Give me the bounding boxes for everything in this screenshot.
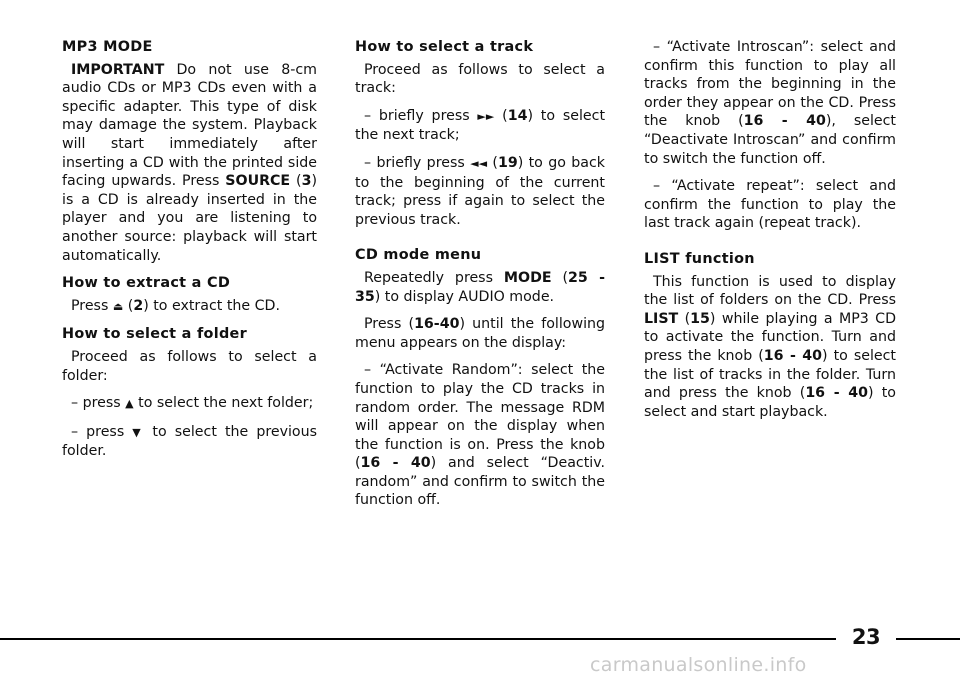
source-label: SOURCE [225, 173, 291, 190]
column-right [644, 38, 896, 430]
heading-select-track: How to select a track [355, 39, 534, 55]
folder-intro: Proceed as follows to select a folder: [62, 348, 317, 384]
mode-label: MODE [503, 269, 552, 286]
rewind-icon: ◄◄ [470, 156, 488, 170]
up-arrow-icon: ▲ [125, 397, 134, 411]
track-next: – briefly press ►► (14) to select the next track; [355, 107, 606, 144]
heading-cd-mode-menu: CD mode menu [355, 247, 482, 264]
important-paragraph: IMPORTANT Do not use 8-cm audio CDs or MP3 CDs even with a specific adapter. This type of disk may damage the system. Playback will start immediately after inserting a CD with the printed side facing upwards. Press SOURCE (3) is a CD is already inserted in the player and you are listening to another source: playback will start automatically. [62, 61, 317, 264]
folder-next: – press ▲ to select the next folder; [71, 395, 314, 412]
press-paragraph: Press (16-40) until the following menu appears on the display: [355, 316, 606, 351]
down-arrow-icon: ▼ [132, 425, 145, 439]
watermark: carmanualsonline.info [590, 654, 807, 676]
list-label: LIST [644, 310, 679, 327]
eject-icon: ⏏ [112, 299, 124, 313]
introscan-paragraph: – “Activate Introscan”: select and confirm this function to play all tracks from the beginning in the order they appear on the CD. Press the knob (16 - 40), select “Deactivate Introscan” and confirm to switch the function off. [644, 39, 896, 167]
list-paragraph: This function is used to display the list of folders on the CD. Press LIST (15) while playing a MP3 CD to activate the function. Turn and press the knob (16 - 40) to select the list of tracks in the folder. Turn and press the knob (16 - 40) to select and start playback. [644, 273, 897, 420]
forward-icon: ►► [477, 109, 495, 123]
folder-prev: – press ▼ to select the previous folder. [62, 423, 317, 460]
footer-rule-right [896, 638, 960, 640]
menu-paragraph: Repeatedly press MODE (25 - 35) to display AUDIO mode. [355, 269, 605, 305]
column-left [62, 38, 317, 470]
heading-list-function: LIST function [644, 250, 755, 267]
track-intro: Proceed as follows to select a track: [355, 61, 605, 97]
footer-rule-left [0, 638, 836, 640]
column-middle [355, 38, 605, 519]
heading-select-folder: How to select a folder [62, 326, 248, 343]
random-paragraph: – “Activate Random”: select the function to play the CD tracks in random order. The message RDM will appear on the display when the function is on. Press the knob (16 - 40) and select “Deactiv. random” and confirm to switch the function off. [355, 362, 606, 509]
repeat-paragraph: – “Activate repeat”: select and confirm the function to play the last track again (repeat track). [644, 178, 896, 232]
important-label: IMPORTANT [71, 61, 165, 78]
extract-paragraph: Press ⏏ (2) to extract the CD. [71, 297, 280, 314]
track-back: – briefly press ◄◄ (19) to go back to the beginning of the current track; press if again to select the previous track. [355, 154, 606, 228]
page-number: 23 [851, 625, 881, 649]
heading-extract-cd: How to extract a CD [62, 275, 231, 292]
heading-mp3-mode: MP3 MODE [62, 39, 153, 55]
